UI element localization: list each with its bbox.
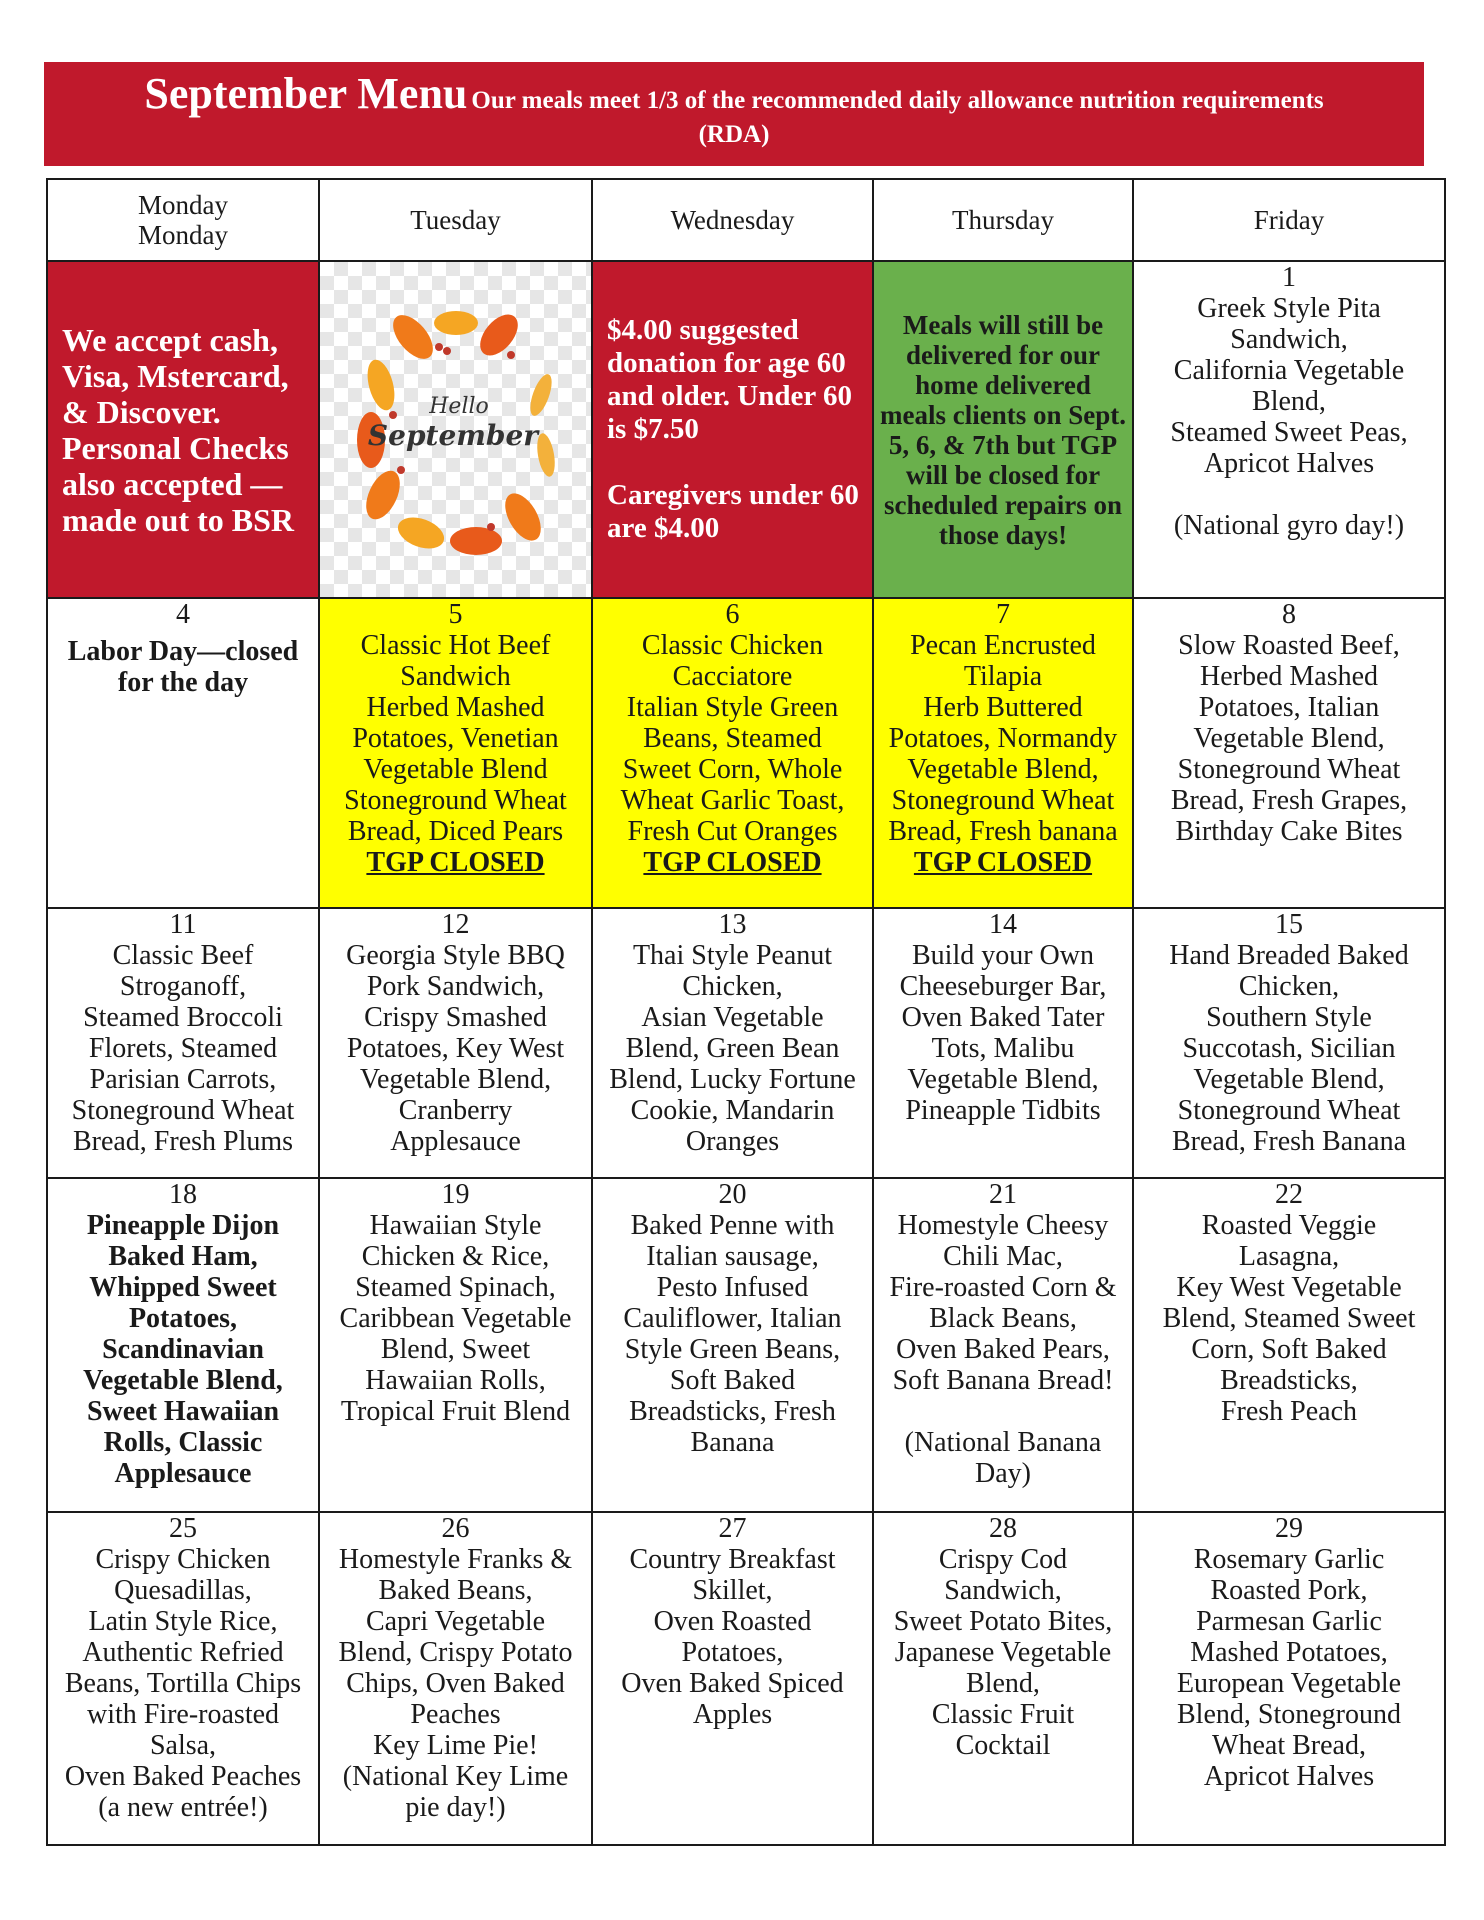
menu-subtitle: Our meals meet 1/3 of the recommended daily allowance nutrition requirements xyxy=(471,87,1324,114)
day-number: 15 xyxy=(1275,909,1303,940)
day-number: 18 xyxy=(169,1179,197,1210)
day-number: 6 xyxy=(725,599,740,630)
day-cell-1 xyxy=(1133,261,1445,598)
week-row-4 xyxy=(47,1178,1445,1512)
weekday-header-row xyxy=(47,179,1445,261)
day-number: 8 xyxy=(1282,599,1296,630)
day-number: 11 xyxy=(169,909,197,940)
menu-subtitle-rda: (RDA) xyxy=(698,121,770,148)
day-cell-12 xyxy=(319,908,592,1178)
day-number: 13 xyxy=(718,909,747,940)
menu-title: September Menu xyxy=(144,69,468,118)
hello-september-image xyxy=(319,261,592,598)
hello-text: Hello xyxy=(428,393,489,419)
day-number: 19 xyxy=(441,1179,470,1210)
day-cell-27 xyxy=(592,1512,873,1845)
day-cell-6 xyxy=(592,598,873,908)
day-cell-21 xyxy=(873,1178,1133,1512)
payment-note: We accept cash, Visa, Mstercard, & Discover. Personal Checks also accepted — made out to BSR xyxy=(47,261,319,598)
day-cell-15 xyxy=(1133,908,1445,1178)
day-cell-5 xyxy=(319,598,592,908)
day-cell-11 xyxy=(47,908,319,1178)
day-menu: Homestyle Franks & Baked Beans, Capri Vegetable Blend, Crispy Potato Chips, Oven Baked Peaches Key Lime Pie! (National Key Lime pie day!) xyxy=(338,1544,573,1823)
day-cell-18 xyxy=(47,1178,319,1512)
menu-calendar xyxy=(46,178,1446,1846)
day-number: 29 xyxy=(1275,1513,1303,1544)
day-number: 20 xyxy=(718,1179,747,1210)
day-number: 27 xyxy=(718,1513,747,1544)
header-wednesday: Wednesday xyxy=(592,179,873,261)
day-menu: Rosemary Garlic Roasted Pork, Parmesan Garlic Mashed Potatoes, European Vegetable Blend, Stoneground Wheat Bread, Apricot Halves xyxy=(1176,1544,1402,1792)
day-menu: Country Breakfast Skillet, Oven Roasted Potatoes, Oven Baked Spiced Apples xyxy=(621,1544,844,1730)
day-cell-28 xyxy=(873,1512,1133,1845)
day-menu: Slow Roasted Beef, Herbed Mashed Potatoes, Italian Vegetable Blend, Stoneground Wheat Bread, Fresh Grapes, Birthday Cake Bites xyxy=(1170,630,1408,847)
day-number: 22 xyxy=(1275,1179,1303,1210)
september-text: September xyxy=(367,418,538,452)
delivery-notice: Meals will still be delivered for our home delivered meals clients on Sept. 5, 6, & 7th but TGP will be closed for scheduled repairs on those days! xyxy=(873,261,1133,598)
day-menu: Pecan Encrusted Tilapia Herb Buttered Potatoes, Normandy Vegetable Blend, Stoneground Wheat Bread, Fresh banana xyxy=(888,630,1118,847)
day-number: 26 xyxy=(441,1513,470,1544)
day-menu: Classic Beef Stroganoff, Steamed Broccoli Florets, Steamed Parisian Carrots, Stoneground Wheat Bread, Fresh Plums xyxy=(71,940,295,1157)
day-cell-20 xyxy=(592,1178,873,1512)
donation-note: $4.00 suggested donation for age 60 and older. Under 60 is $7.50 Caregivers under 60 are $4.00 xyxy=(592,261,873,598)
day-number: 4 xyxy=(176,599,190,630)
tgp-closed-label: TGP CLOSED xyxy=(643,847,822,878)
day-cell-25 xyxy=(47,1512,319,1845)
day-menu: Greek Style Pita Sandwich, California Vegetable Blend, Steamed Sweet Peas, Apricot Halves (National gyro day!) xyxy=(1170,293,1408,541)
day-cell-22 xyxy=(1133,1178,1445,1512)
day-number: 12 xyxy=(441,909,470,940)
day-menu: Crispy Chicken Quesadillas, Latin Style Rice, Authentic Refried Beans, Tortilla Chips with Fire-roasted Salsa, Oven Baked Peaches (a new entrée!) xyxy=(64,1544,302,1823)
day-menu: Hawaiian Style Chicken & Rice, Steamed Spinach, Caribbean Vegetable Blend, Sweet Hawaiian Rolls, Tropical Fruit Blend xyxy=(339,1210,572,1427)
day-menu: Pineapple Dijon Baked Ham, Whipped Sweet Potatoes, Scandinavian Vegetable Blend, Sweet Hawaiian Rolls, Classic Applesauce xyxy=(83,1210,283,1489)
menu-banner xyxy=(44,62,1424,166)
day-cell-29 xyxy=(1133,1512,1445,1845)
day-menu: Classic Chicken Cacciatore Italian Style Green Beans, Steamed Sweet Corn, Whole Wheat Garlic Toast, Fresh Cut Oranges xyxy=(620,630,845,847)
day-menu: Georgia Style BBQ Pork Sandwich, Crispy Smashed Potatoes, Key West Vegetable Blend, Cranberry Applesauce xyxy=(346,940,565,1157)
day-number: 25 xyxy=(169,1513,197,1544)
day-menu: Homestyle Cheesy Chili Mac, Fire-roasted Corn & Black Beans, Oven Baked Pears, Soft Banana Bread! (National Banana Day) xyxy=(889,1210,1117,1489)
day-cell-7 xyxy=(873,598,1133,908)
day-menu: Crispy Cod Sandwich, Sweet Potato Bites, Japanese Vegetable Blend, Classic Fruit Cocktail xyxy=(893,1544,1113,1761)
header-monday: Monday Monday xyxy=(47,179,319,261)
day-cell-13 xyxy=(592,908,873,1178)
day-menu: Labor Day—closed for the day xyxy=(67,636,299,698)
day-menu: Classic Hot Beef Sandwich Herbed Mashed Potatoes, Venetian Vegetable Blend Stoneground Wheat Bread, Diced Pears xyxy=(344,630,567,847)
day-cell-26 xyxy=(319,1512,592,1845)
tgp-closed-label: TGP CLOSED xyxy=(913,847,1093,878)
week-row-3 xyxy=(47,908,1445,1178)
day-cell-4 xyxy=(47,598,319,908)
header-friday: Friday xyxy=(1133,179,1445,261)
autumn-leaf-wreath-icon xyxy=(341,295,571,565)
day-menu: Build your Own Cheeseburger Bar, Oven Baked Tater Tots, Malibu Vegetable Blend, Pineapple Tidbits xyxy=(899,940,1107,1126)
day-number: 7 xyxy=(996,599,1010,630)
day-number: 5 xyxy=(448,599,463,630)
day-menu: Roasted Veggie Lasagna, Key West Vegetable Blend, Steamed Sweet Corn, Soft Baked Breadsticks, Fresh Peach xyxy=(1162,1210,1416,1427)
day-cell-14 xyxy=(873,908,1133,1178)
day-cell-19 xyxy=(319,1178,592,1512)
day-number: 1 xyxy=(1282,262,1296,293)
tgp-closed-label: TGP CLOSED xyxy=(366,847,545,878)
week-row-5 xyxy=(47,1512,1445,1845)
header-tuesday: Tuesday xyxy=(319,179,592,261)
day-number: 14 xyxy=(989,909,1017,940)
header-thursday: Thursday xyxy=(873,179,1133,261)
week-row-2 xyxy=(47,598,1445,908)
day-menu: Thai Style Peanut Chicken, Asian Vegetable Blend, Green Bean Blend, Lucky Fortune Cookie, Mandarin Oranges xyxy=(609,940,856,1157)
week-row-1 xyxy=(47,261,1445,598)
day-number: 28 xyxy=(989,1513,1017,1544)
day-cell-8 xyxy=(1133,598,1445,908)
day-number: 21 xyxy=(989,1179,1017,1210)
day-menu: Hand Breaded Baked Chicken, Southern Style Succotash, Sicilian Vegetable Blend, Stoneground Wheat Bread, Fresh Banana xyxy=(1169,940,1409,1157)
day-menu: Baked Penne with Italian sausage, Pesto Infused Cauliflower, Italian Style Green Beans, Soft Baked Breadsticks, Fresh Banana xyxy=(623,1210,842,1458)
